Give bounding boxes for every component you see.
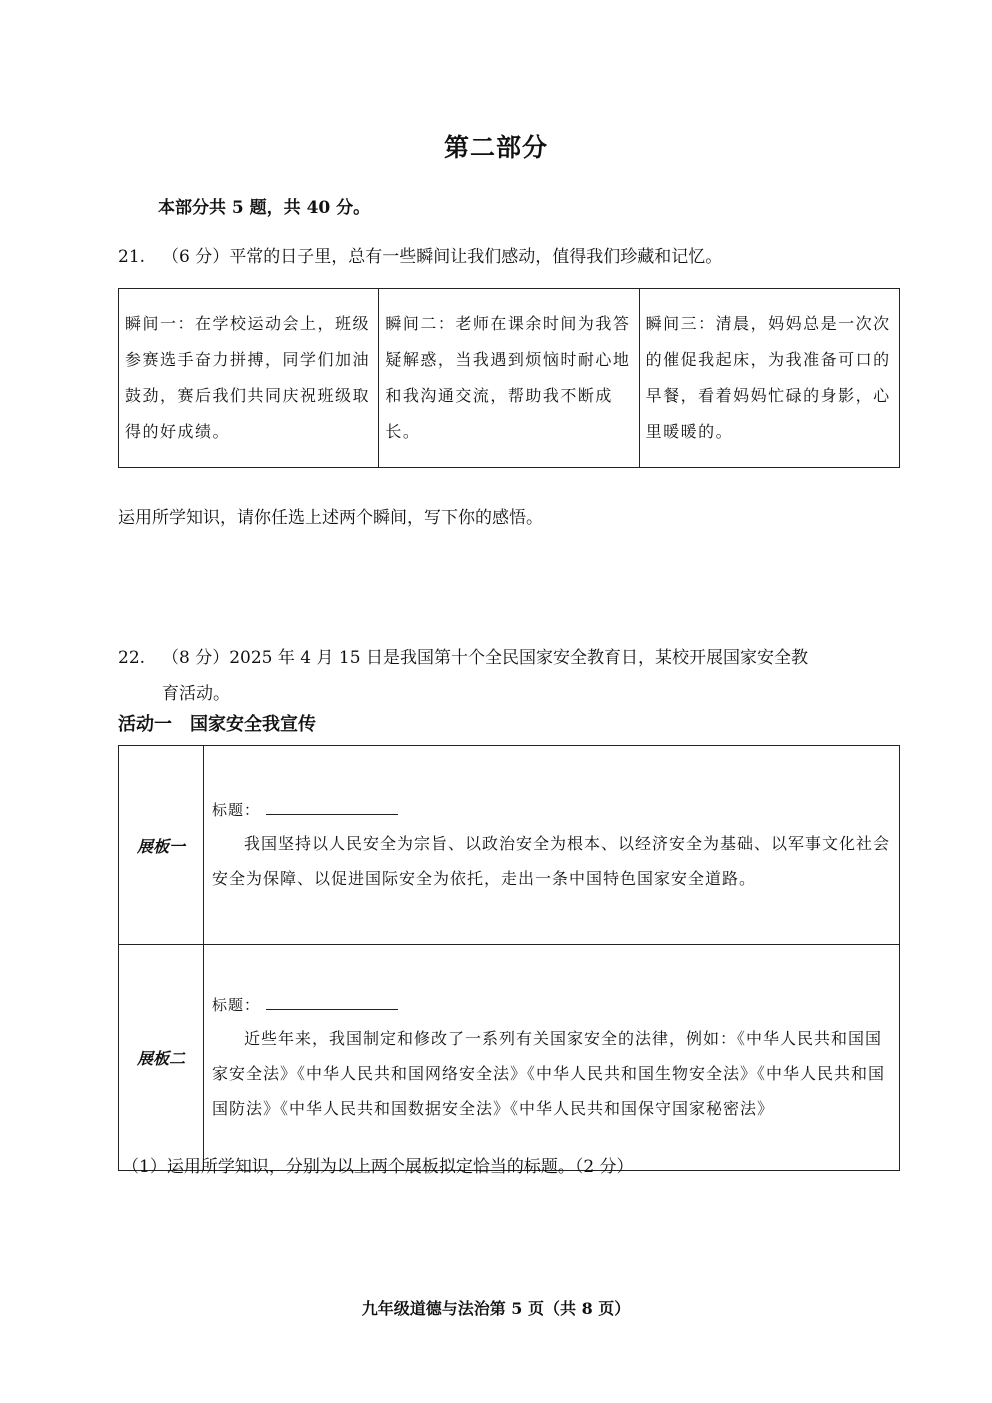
page-footer: 九年级道德与法治第 5 页（共 8 页） bbox=[361, 1299, 631, 1318]
question-21-stem bbox=[118, 242, 722, 267]
part-title: 第二部分 bbox=[443, 133, 548, 162]
boards-table bbox=[118, 745, 900, 1171]
board-title-label: 标题： bbox=[212, 996, 261, 1014]
board-1-label: 展板一 bbox=[119, 746, 204, 945]
question-number: 22. bbox=[118, 648, 146, 668]
question-text-line2: 育活动。 bbox=[162, 684, 230, 704]
board-2-text: 近些年来，我国制定和修改了一系列有关国家安全的法律，例如：《中华人民共和国国家安全法》《中华人民共和国网络安全法》《中华人民共和国生物安全法》《中华人民共和国国防法》《中华人民共和国数据安全法》《中华人民共和国保守国家秘密法》 bbox=[212, 1029, 886, 1118]
question-number: 21. bbox=[118, 247, 146, 267]
board-2-title-row bbox=[212, 989, 891, 1021]
moments-table bbox=[118, 288, 900, 468]
activity-title: 国家安全我宣传 bbox=[190, 714, 316, 735]
activity-label: 活动一 bbox=[118, 714, 172, 735]
moment-3-cell: 瞬间三：清晨，妈妈总是一次次的催促我起床，为我准备可口的早餐，看着妈妈忙碌的身影，心里暖暖的。 bbox=[639, 289, 899, 468]
board-2-title-blank[interactable] bbox=[266, 991, 398, 1010]
board-1-title-blank[interactable] bbox=[266, 796, 398, 815]
board-title-label: 标题： bbox=[212, 801, 261, 819]
question-22-sub-1: （1）运用所学知识，分别为以上两个展板拟定恰当的标题。（2 分） bbox=[122, 1157, 634, 1177]
board-2-body bbox=[204, 945, 900, 1171]
board-1-title-row bbox=[212, 794, 891, 826]
question-text-line1: （8 分）2025 年 4 月 15 日是我国第十个全民国家安全教育日，某校开展国家安全教 bbox=[162, 648, 808, 668]
question-22-stem bbox=[118, 640, 908, 712]
moment-2-cell: 瞬间二：老师在课余时间为我答疑解惑，当我遇到烦恼时耐心地和我沟通交流，帮助我不断成长。 bbox=[379, 289, 639, 468]
board-1-body bbox=[204, 746, 900, 945]
question-21-prompt: 运用所学知识，请你任选上述两个瞬间，写下你的感悟。 bbox=[118, 508, 543, 528]
activity-heading bbox=[118, 710, 316, 736]
board-1-text: 我国坚持以人民安全为宗旨、以政治安全为根本、以经济安全为基础、以军事文化社会安全为保障、以促进国际安全为依托，走出一条中国特色国家安全道路。 bbox=[212, 834, 891, 888]
part-intro: 本部分共 5 题，共 40 分。 bbox=[158, 198, 371, 218]
moment-1-cell: 瞬间一：在学校运动会上，班级参赛选手奋力拼搏，同学们加油鼓劲，赛后我们共同庆祝班级取得的好成绩。 bbox=[119, 289, 379, 468]
board-2-label: 展板二 bbox=[119, 945, 204, 1171]
question-text: （6 分）平常的日子里，总有一些瞬间让我们感动，值得我们珍藏和记忆。 bbox=[162, 247, 723, 267]
